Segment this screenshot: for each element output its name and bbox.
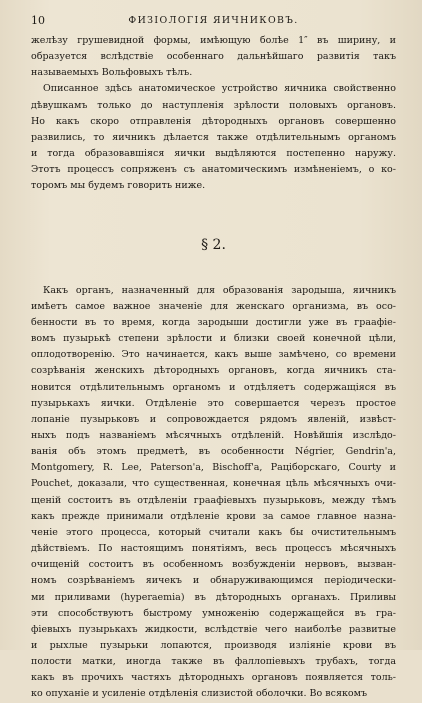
text-line: Но какъ скоро отправленія дѣтородныхъ органовъ совершенно xyxy=(31,115,396,127)
text-line: развились, то яичникъ дѣлается также отдѣлительнымъ органомъ xyxy=(31,131,396,143)
text-line: образуется вслѣдствіе особеннаго дальнѣйшаго развитія такъ xyxy=(31,51,396,63)
text-line: эти способствуютъ быстрому умноженію содержащейся въ гра- xyxy=(31,607,396,619)
text-line: лопаніе пузырьковъ и сопровождается рядомъ явленій, извѣст- xyxy=(31,413,396,425)
text-line: Какъ органъ, назначенный для образованія зародыша, яичникъ xyxy=(43,284,396,296)
text-line: желѣзу грушевидной формы, имѣющую болѣе 1″ въ ширину, и xyxy=(31,35,396,46)
text-line: номъ созрѣваніемъ яичекъ и обнаруживающимся періодически- xyxy=(31,575,396,587)
text-line: и тогда образовавшіяся яички выдѣляются постепенно наружу. xyxy=(31,148,396,160)
text-line: очищеній состоитъ въ особенномъ возбужденіи нервовъ, вызван- xyxy=(31,559,396,571)
text-line: Pouchet, доказали, что существенная, конечная цѣль мѣсячныхъ очи- xyxy=(31,478,396,490)
text-line: дѣвушкамъ только до наступленія зрѣлости половыхъ органовъ. xyxy=(31,99,396,111)
text-line: ми приливами (hyperaemia) въ дѣтородныхъ органахъ. Приливы xyxy=(31,591,396,603)
text-line: ко опуханіе и усиленіе отдѣленія слизистой оболочки. Во всякомъ xyxy=(31,688,368,700)
text-line: какъ въ прочихъ частяхъ дѣтородныхъ органовъ появляется толь- xyxy=(31,672,396,684)
text-line: и рыхлые пузырьки лопаются, производя изліяніе крови въ xyxy=(31,640,396,651)
text-line: вомъ пузырькѣ степени зрѣлости и близки своей конечной цѣли, xyxy=(31,333,396,345)
text-line: торомъ мы будемъ говорить ниже. xyxy=(31,180,206,192)
paragraph-continuation xyxy=(31,33,396,81)
running-title: ФИЗІОЛОГІЯ ЯИЧНИКОВЪ. xyxy=(128,15,299,26)
text-line: ченіе этого процесса, который считали какъ бы очистительнымъ xyxy=(31,526,396,538)
text-line: Описанное здѣсь анатомическое устройство яичника свойственно xyxy=(43,83,396,95)
text-line: созрѣванія женскихъ дѣтородныхъ органовъ, когда яичникъ ста- xyxy=(31,365,396,377)
text-line: Montgomery, R. Lee, Paterson'a, Bischoff'a, Раціборскаго, Courty и xyxy=(31,462,396,474)
text-line: ванія объ этомъ предметѣ, въ особенности Négrier, Gendrin'a, xyxy=(31,446,396,458)
text-line: называемыхъ Вольфовыхъ тѣлъ. xyxy=(31,67,193,79)
text-line: оплодотворенію. Это начинается, какъ выше замѣчено, со времени xyxy=(31,349,396,361)
text-line: полости матки, иногда также въ фаллопіевыхъ трубахъ, тогда xyxy=(31,656,396,668)
paragraph-section-2 xyxy=(31,283,396,703)
text-line: ныхъ подъ названіемъ мѣсячныхъ отдѣленій. Новѣйшія изслѣдо- xyxy=(31,429,396,441)
text-line: щеній состоитъ въ отдѣленіи граафіевыхъ пузырьковъ, между тѣмъ xyxy=(31,494,396,506)
text-line: дѣйствіемъ. По настоящимъ понятіямъ, весь процессъ мѣсячныхъ xyxy=(31,543,396,555)
text-line: бенности въ то время, когда зародыши достигли уже въ граафіе- xyxy=(31,316,396,328)
text-line: новится отдѣлительнымъ органомъ и отдѣляетъ содержащіяся въ xyxy=(31,381,396,393)
section-heading: § 2. xyxy=(201,236,226,253)
text-line: имѣетъ самое важное значеніе для женскаго организма, въ осо- xyxy=(31,300,396,312)
page-header xyxy=(31,12,396,30)
text-line: какъ прежде принимали отдѣленіе крови за самое главное назна- xyxy=(31,510,396,522)
text-line: фіевыхъ пузырькахъ жидкости, вслѣдствіе чего наиболѣе развитые xyxy=(31,623,396,635)
text-line: Этотъ процессъ сопряженъ съ анатомическимъ измѣненіемъ, о ко- xyxy=(31,164,396,176)
paragraph-anatomy xyxy=(31,81,396,194)
page-number: 10 xyxy=(31,14,45,27)
text-line: пузырькахъ яички. Отдѣленіе это совершается черезъ простое xyxy=(31,397,396,409)
